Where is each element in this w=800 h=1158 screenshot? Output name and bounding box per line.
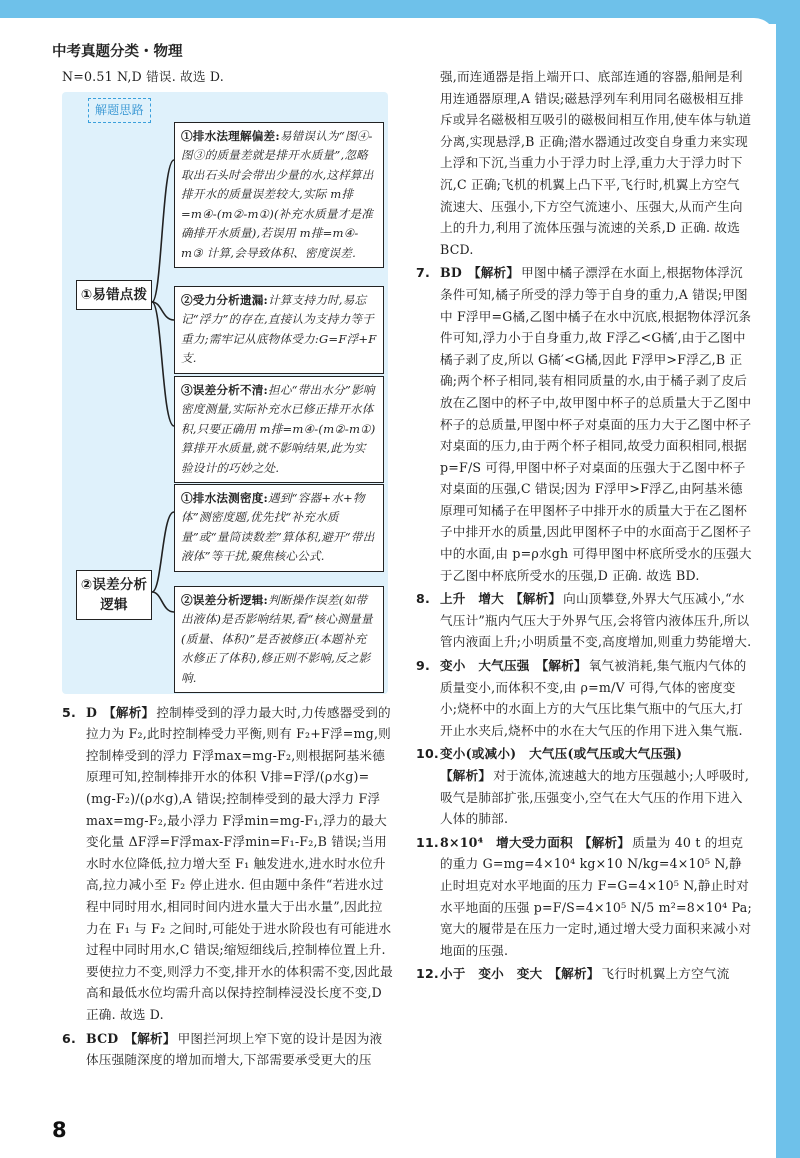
item-tag: 【解析】 — [103, 704, 155, 720]
thinking-box-title: 解题思路 — [88, 98, 151, 124]
item-tag: 【解析】 — [467, 265, 520, 281]
item-answer: 小于 变小 变大 — [440, 966, 543, 982]
answer-item-8 — [416, 588, 752, 653]
category-error-analysis: ②误差分析逻辑 — [76, 570, 152, 620]
analysis-box-2-text: 判断操作误差(如带出液体)是否影响结果,看“核心测量量(质量、体积)”是否被修正(本题补充水修正了体积),修正则不影响,反之影响. — [181, 592, 373, 685]
item-answer: BCD — [86, 1030, 119, 1046]
answer-item-10 — [416, 743, 752, 829]
item-number: 7. — [416, 265, 430, 281]
item-tag: 【解析】 — [509, 591, 562, 607]
tip-box-2-heading: ②受力分析遗漏: — [181, 292, 269, 307]
thinking-box — [62, 92, 388, 694]
side-band — [776, 0, 800, 1158]
tip-box-3-text: 担心“带出水分”影响密度测量,实际补充水已修正排开水体积,只要正确用 m排=m④-(m②-m①)算排开水质量,就不影响结果,此为实验设计的巧妙之处. — [181, 382, 376, 475]
tip-box-1 — [174, 122, 384, 269]
item-number: 9. — [416, 658, 430, 674]
item-tag: 【解析】 — [578, 834, 631, 850]
item-text: 氧气被消耗,集气瓶内气体的质量变小,而体积不变,由 ρ=m/V 可得,气体的密度变小;烧杯中的水面上方的大气压比集气瓶中的气压大,打开止水夹后,烧杯中的水在大气压的作用下进入集气瓶. — [440, 658, 747, 738]
tip-box-1-text: 易错误认为“图④-图③的质量差就是排开水质量”,忽略取出石头时会带出少量的水,这样算出排开水的质量误差较大,实际 m排=m④-(m②-m①)(补充水质量才是准确排开水质量),若误用 m排=m④-m③ 计算,会导致体积、密度误差. — [181, 128, 374, 260]
item-answer: 变小 大气压强 — [440, 658, 530, 674]
continuation-text: 强,而连通器是指上端开口、底部连通的容器,船闸是利用连通器原理,A 错误;磁悬浮列车利用同名磁极相互排斥或异名磁极相互吸引的磁极间相互作用,使车体与轨道分离,实现悬浮,B 正确;潜水器通过改变自身重力来实现上浮和下沉,当重力小于浮力时上浮,重力大于浮力时下沉,C 正确;飞机的机翼上凸下平,飞行时,机翼上方空气流速大、压强小,下方空气流速小、压强大,从而产生向上的升力,利用了流体压强与流速的关系,D 正确. 故选 BCD. — [440, 69, 752, 257]
item-number: 6. — [62, 1030, 76, 1046]
analysis-box-1-heading: ①排水法测密度: — [181, 490, 269, 505]
tip-box-3-heading: ③误差分析不清: — [181, 382, 269, 397]
tip-box-2-text: 计算支持力时,易忘记“浮力”的存在,直接认为支持力等于重力;需牢记从底物体受力:G=F浮+F支. — [181, 292, 377, 366]
item-text: 向山顶攀登,外界大气压减小,“水气压计”瓶内气压大于外界气压,会将管内液体压升,所以管内液面上升;小明质量不变,高度增加,则重力势能增大. — [440, 591, 752, 650]
right-column — [416, 66, 752, 985]
item-number: 11. — [416, 834, 439, 850]
item-tag: 【解析】 — [548, 966, 600, 982]
connector-1-3 — [152, 302, 174, 426]
item-number: 10. — [416, 746, 439, 762]
tip-box-1-heading: ①排水法理解偏差: — [181, 128, 280, 143]
analysis-box-2-heading: ②误差分析逻辑: — [181, 592, 269, 607]
answer-item-12 — [416, 963, 752, 985]
item-text: 飞行时机翼上方空气流 — [601, 966, 730, 982]
item-tag: 【解析】 — [440, 768, 492, 783]
connector-1-2 — [152, 302, 174, 320]
connector-2-1 — [152, 512, 174, 592]
answer-item-6 — [62, 1028, 394, 1071]
item-answer: 变小(或减小) 大气压(或气压或大气压强) — [440, 746, 683, 762]
item-answer: 上升 增大 — [440, 591, 504, 607]
item-number: 5. — [62, 704, 76, 720]
item-number: 8. — [416, 591, 430, 607]
analysis-box-1 — [174, 484, 384, 572]
item-text: 甲图拦河坝上窄下宽的设计是因为液体压强随深度的增加而增大,下部需要承受更大的压 — [86, 1030, 383, 1068]
page-header-title: 中考真题分类・物理 — [52, 44, 183, 60]
item-number: 12. — [416, 966, 439, 982]
tip-box-2 — [174, 286, 384, 374]
lead-line: N=0.51 N,D 错误. 故选 D. — [62, 69, 224, 84]
item-tag: 【解析】 — [124, 1030, 176, 1046]
page-number: 8 — [52, 1118, 67, 1142]
answer-item-7 — [416, 262, 752, 586]
item-text: 控制棒受到的浮力最大时,力传感器受到的拉力为 F₂,此时控制棒受力平衡,则有 F₂+F浮=mg,则控制棒受到的浮力 F浮max=mg-F₂,则根据阿基米德原理可知,控制棒排开水的体积 V排=F浮/(ρ水g)=(mg-F₂)/(ρ水g),A 错误;控制棒受到的最大浮力 F浮max=mg-F₂,最小浮力 F浮min=mg-F₁,浮力的最大变化量 ΔF浮=F浮max-F浮min=F₁-F₂,B 错误;当用水时水位降低,拉力增大至 F₁ 触发进水,进水时水位升高,拉力减小至 F₂ 停止进水. 但由题中条件“若进水过程中同时用水,相同时间内进水量大于出水量”,因此拉力在 F₁ 与 F₂ 之间时,可能处于进水阶段也有可能进水过程中同时用水,C 错误;缩短细线后,控制棒位置上升. 要使拉力不变,则浮力不变,排开水的体积需不变,因此最高和最低水位均需升高以保持控制棒浸没长度不变,D 正确. 故选 D. — [86, 704, 393, 1022]
item-text: 甲图中橘子漂浮在水面上,根据物体浮沉条件可知,橘子所受的浮力等于自身的重力,A 错误;甲图中 F浮甲=G橘,乙图中橘子在水中沉底,根据物体浮沉条件可知,浮力小于自身重力,故 F浮乙<G橘′,由于乙图中橘子剥了皮,所以 G橘′<G橘,因此 F浮甲>F浮乙,B 正确;两个杯子相同,装有相同质量的水,由于橘子剥了皮后放在乙图中的杯子中,故甲图中杯子的总质量大于乙图中杯子的总质量,甲图中杯子对桌面的压力大于乙图中杯子对桌面的压力,由于两个杯子相同,故受力面积相同,根据 p=F/S 可得,甲图中杯子对桌面的压强大于乙图中杯子对桌面的压强,C 错误;因为 F浮甲>F浮乙,由阿基米德原理可知橘子在甲图杯子中排开水的质量大于在乙图杯子中排开水的质量,因此甲图杯子中的水面高于乙图杯子中的水面,由 p=ρ水gh 可得甲图中杯底所受水的压强大于乙图中杯底所受水的压强,D 正确. 故选 BD. — [440, 265, 752, 583]
analysis-box-1-text: 遇到“容器+水+物体”测密度题,优先找“补充水质量”或“量筒读数差”算体积,避开“带出液体”等干扰,聚焦核心公式. — [181, 490, 375, 564]
item-answer: 8×10⁴ 增大受力面积 — [440, 834, 573, 850]
answer-item-11 — [416, 832, 752, 962]
connector-2-2 — [152, 592, 174, 612]
item-answer: BD — [440, 265, 462, 281]
left-column — [62, 66, 394, 1071]
item-tag: 【解析】 — [535, 658, 587, 674]
category-error-tips: ①易错点拨 — [76, 280, 152, 310]
item-text: 对于流体,流速越大的地方压强越小;人呼吸时,吸气是肺部扩张,压强变小,空气在大气压的作用下进入人体的肺部. — [440, 768, 750, 827]
answer-item-5 — [62, 702, 394, 1026]
item-answer: D — [86, 704, 98, 720]
tip-box-3 — [174, 376, 384, 484]
item-text: 质量为 40 t 的坦克的重力 G=mg=4×10⁴ kg×10 N/kg=4×10⁵ N,静止时坦克对水平地面的压力 F=G=4×10⁵ N,静止时对水平地面的压强 p=F/S=4×10⁵ N/5 m²=8×10⁴ Pa;宽大的履带是在压力一定时,通过增大受力面积来减小对地面的压强. — [440, 834, 752, 958]
analysis-box-2 — [174, 586, 384, 694]
answer-item-9 — [416, 655, 752, 741]
connector-1-1 — [152, 160, 174, 302]
